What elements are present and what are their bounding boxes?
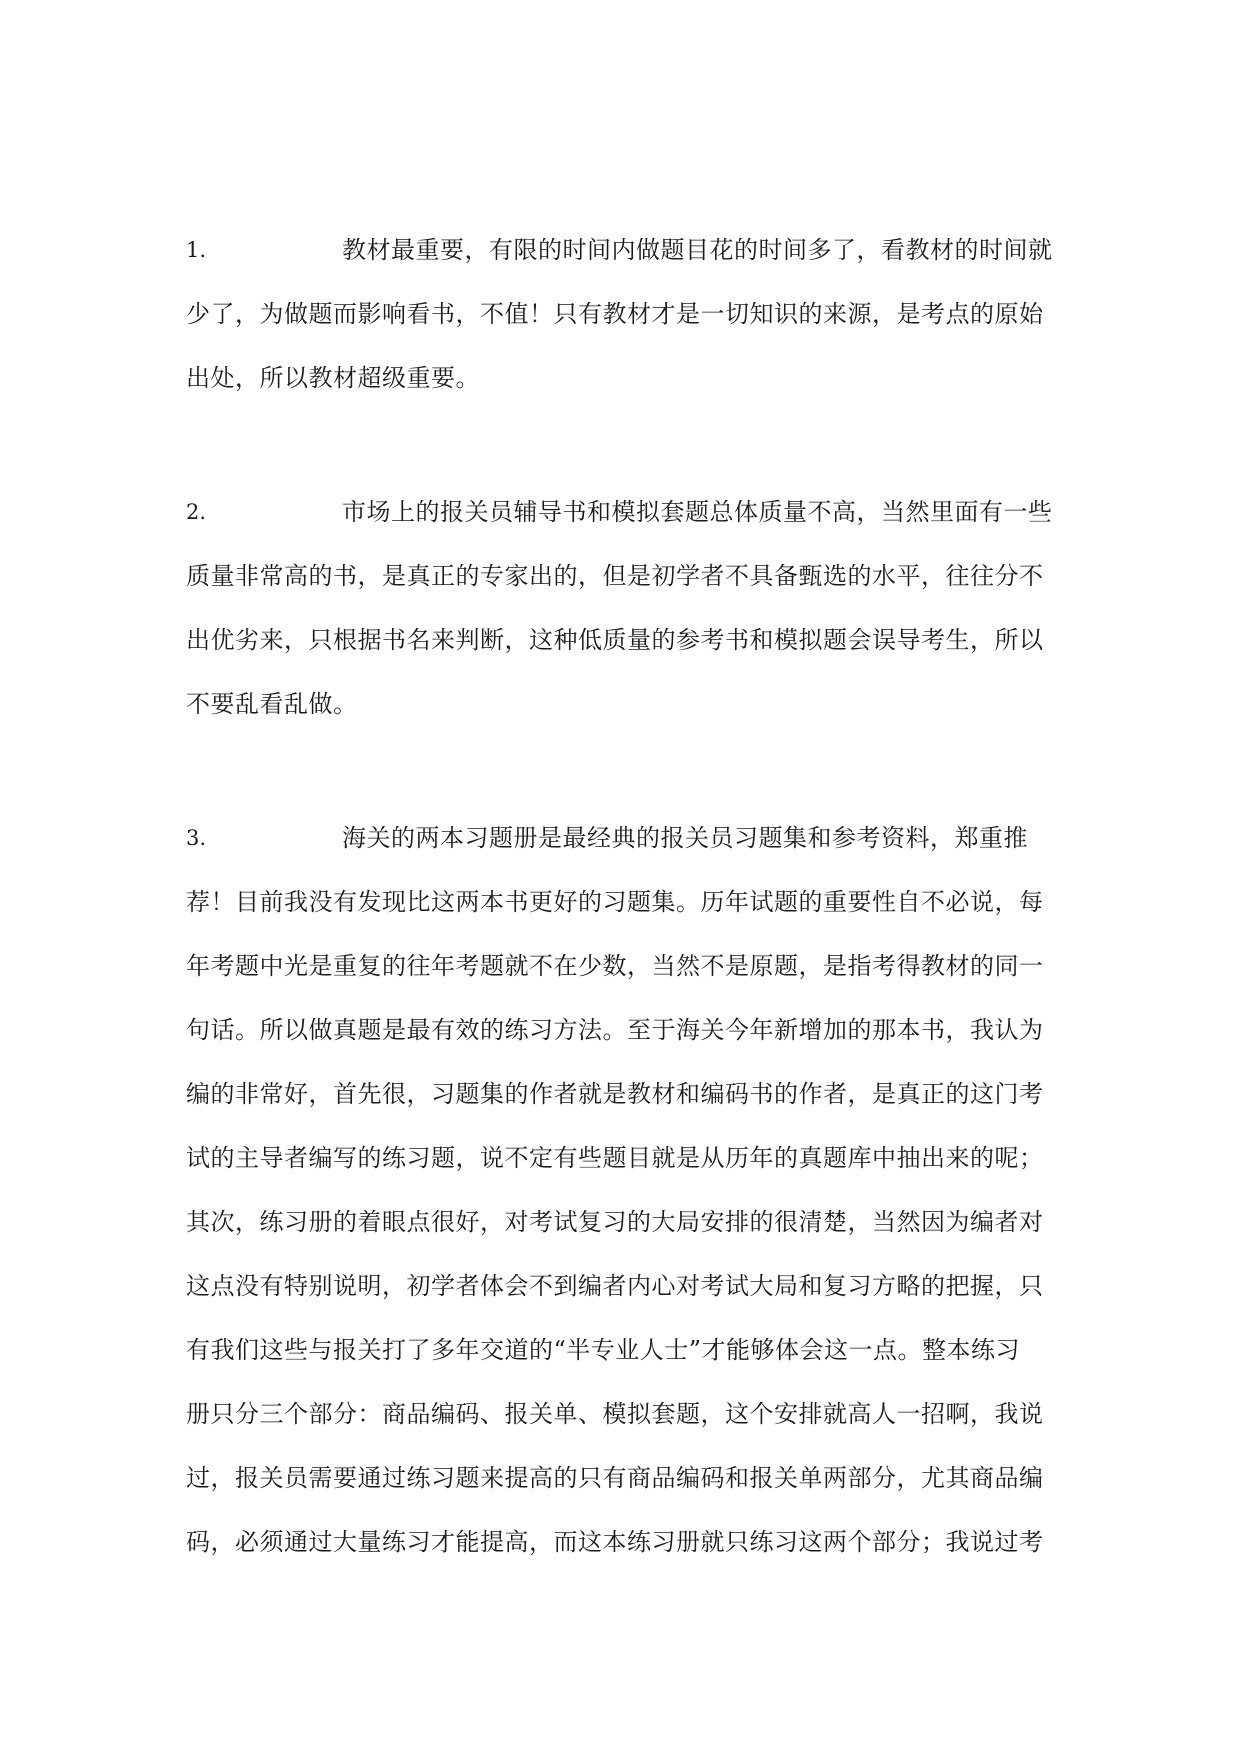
paragraph-line: 句话。所以做真题是最有效的练习方法。至于海关今年新增加的那本书，我认为 xyxy=(186,1016,1044,1044)
paragraph-line: 年考题中光是重复的往年考题就不在少数，当然不是原题，是指考得教材的同一 xyxy=(186,952,1044,980)
paragraph-line: 海关的两本习题册是最经典的报关员习题集和参考资料，郑重推 xyxy=(342,824,1028,852)
paragraph-line: 这点没有特别说明，初学者体会不到编者内心对考试大局和复习方略的把握，只 xyxy=(186,1272,1044,1300)
paragraph-line: 质量非常高的书，是真正的专家出的，但是初学者不具备甄选的水平，往往分不 xyxy=(186,562,1044,590)
item-number: 2. xyxy=(186,500,207,524)
paragraph-line: 不要乱看乱做。 xyxy=(186,690,358,718)
paragraph-line: 教材最重要，有限的时间内做题目花的时间多了，看教材的时间就 xyxy=(342,236,1053,264)
paragraph-line: 试的主导者编写的练习题，说不定有些题目就是从历年的真题库中抽出来的呢； xyxy=(186,1144,1044,1172)
paragraph-line: 册只分三个部分：商品编码、报关单、模拟套题，这个安排就高人一招啊，我说 xyxy=(186,1400,1044,1428)
paragraph-line: 出优劣来，只根据书名来判断，这种低质量的参考书和模拟题会误导考生，所以 xyxy=(186,626,1044,654)
paragraph-line: 过，报关员需要通过练习题来提高的只有商品编码和报关单两部分，尤其商品编 xyxy=(186,1464,1044,1492)
list-item-1 xyxy=(186,218,1058,410)
list-item-2 xyxy=(186,480,1058,736)
item-number: 3. xyxy=(186,826,207,850)
paragraph-line: 其次，练习册的着眼点很好，对考试复习的大局安排的很清楚，当然因为编者对 xyxy=(186,1208,1044,1236)
paragraph-line: 出处，所以教材超级重要。 xyxy=(186,364,480,392)
list-item-3 xyxy=(186,806,1058,1574)
paragraph-line: 码，必须通过大量练习才能提高，而这本练习册就只练习这两个部分；我说过考 xyxy=(186,1528,1044,1556)
paragraph-line: 有我们这些与报关打了多年交道的“半专业人士”才能够体会这一点。整本练习 xyxy=(186,1336,1021,1364)
paragraph-line: 市场上的报关员辅导书和模拟套题总体质量不高，当然里面有一些 xyxy=(342,498,1053,526)
paragraph-line: 少了，为做题而影响看书，不值！只有教材才是一切知识的来源，是考点的原始 xyxy=(186,300,1044,328)
paragraph-line: 编的非常好，首先很，习题集的作者就是教材和编码书的作者，是真正的这门考 xyxy=(186,1080,1044,1108)
item-number: 1. xyxy=(186,238,207,262)
paragraph-line: 荐！目前我没有发现比这两本书更好的习题集。历年试题的重要性自不必说，每 xyxy=(186,888,1044,916)
